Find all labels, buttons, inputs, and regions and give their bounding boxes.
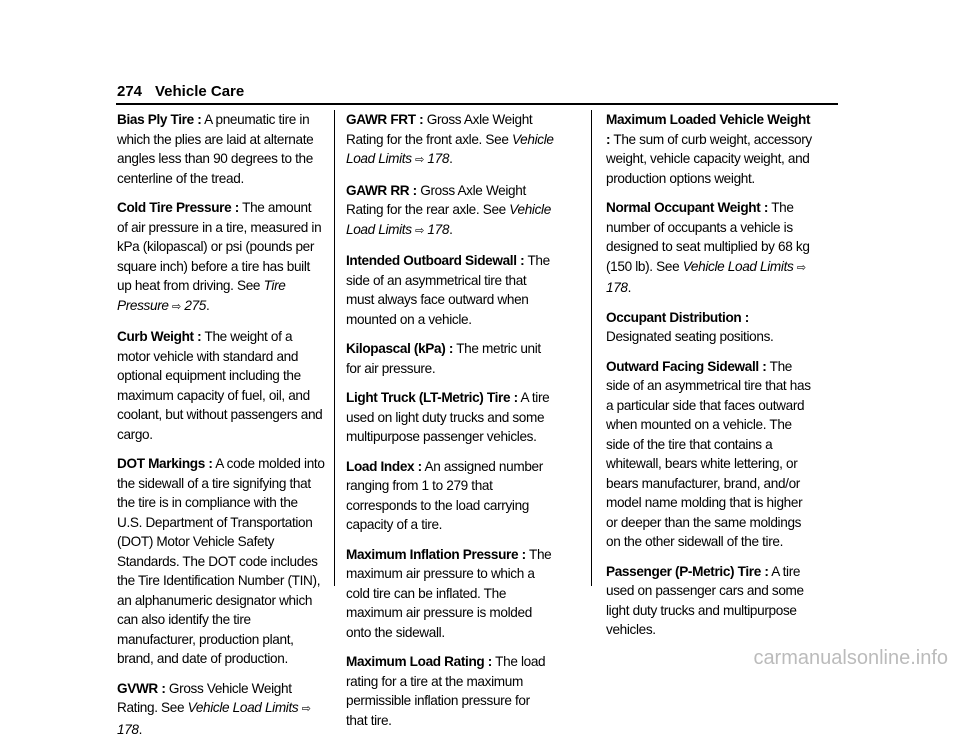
glossary-definition: The sum of curb weight, accessory weight, vehicle capacity weight, and production options weight.: [606, 131, 812, 186]
column-1: [117, 110, 325, 749]
sentence-end: .: [627, 280, 632, 295]
cross-reference-link[interactable]: Vehicle Load Limits: [187, 700, 299, 715]
glossary-definition: A code molded into the sidewall of a tire signifying that the tire is in compliance with the U.S. Department of Transportation (DOT) Motor Vehicle Safety Standards. The DOT code includes the Tire Identification Number (TIN), an alphanumeric designator which can also identify the tire manufacturer, production plant, brand, and date of production.: [117, 456, 325, 666]
page-ref-arrow-icon: ⇨: [172, 300, 181, 313]
glossary-entry: [606, 357, 814, 552]
column-divider: [591, 110, 592, 586]
glossary-term: Cold Tire Pressure :: [117, 200, 239, 215]
glossary-definition: A tire used on light duty trucks and some multipurpose passenger vehicles.: [346, 390, 550, 444]
glossary-entry: [346, 388, 554, 447]
glossary-entry: [346, 110, 554, 171]
sentence-end: .: [449, 221, 453, 237]
page-ref-arrow-icon: ⇨: [415, 224, 424, 237]
glossary-definition: The maximum air pressure to which a cold tire can be inflated. The maximum air pressure is molded onto the sidewall.: [346, 546, 552, 640]
glossary-entry: [117, 454, 325, 669]
glossary-definition: The weight of a motor vehicle with standard and optional equipment including the maximum capacity of fuel, oil, and coolant, but without passengers and cargo.: [117, 329, 323, 442]
glossary-definition: Gross Axle Weight Rating for the rear axle. See: [346, 182, 526, 217]
glossary-term: Light Truck (LT-Metric) Tire :: [346, 390, 518, 405]
glossary-term: Kilopascal (kPa) :: [346, 341, 454, 356]
glossary-entry: [346, 652, 554, 730]
page-header: [116, 81, 836, 105]
glossary-entry: [606, 110, 814, 188]
glossary-term: Normal Occupant Weight :: [606, 200, 769, 215]
column-divider: [334, 110, 335, 586]
glossary-definition: Gross Vehicle Weight Rating. See: [117, 680, 292, 715]
glossary-term: Outward Facing Sidewall :: [606, 358, 767, 374]
glossary-entry: [117, 198, 325, 317]
glossary-definition: The side of an asymmetrical tire that must always face outward when mounted on a vehicle.: [346, 253, 550, 327]
sentence-end: .: [206, 297, 210, 313]
glossary-definition: An assigned number ranging from 1 to 279 that corresponds to the load carrying capacity of a tire.: [346, 458, 543, 532]
glossary-definition: The load rating for a tire at the maximum permissible inflation pressure for that tire.: [346, 654, 546, 728]
sentence-end: .: [449, 151, 453, 166]
page-number: 274: [117, 83, 143, 100]
cross-reference-link[interactable]: Vehicle Load Limits: [346, 202, 551, 237]
glossary-entry: [606, 308, 814, 347]
page-reference[interactable]: 178: [427, 151, 450, 166]
page-reference[interactable]: 178: [606, 280, 628, 295]
glossary-definition: A pneumatic tire in which the plies are laid at alternate angles less than 90 degrees to the centerline of the tread.: [117, 112, 314, 186]
watermark: carmanualsonline.info: [753, 647, 948, 669]
column-2: [346, 110, 554, 740]
glossary-term: Load Index :: [346, 458, 422, 474]
glossary-term: Maximum Loaded Vehicle Weight :: [606, 112, 811, 147]
column-3: [606, 110, 814, 650]
glossary-entry: [346, 457, 554, 535]
page-ref-arrow-icon: ⇨: [796, 261, 806, 274]
glossary-term: Intended Outboard Sidewall :: [346, 253, 525, 268]
glossary-entry: [346, 545, 554, 643]
glossary-entry: [346, 181, 554, 242]
glossary-term: GAWR FRT :: [346, 112, 424, 127]
glossary-entry: [606, 198, 814, 298]
cross-reference-link[interactable]: Tire Pressure: [117, 278, 286, 313]
page-ref-arrow-icon: ⇨: [301, 703, 311, 715]
sentence-end: .: [138, 721, 143, 737]
glossary-term: DOT Markings :: [117, 456, 213, 471]
glossary-entry: [346, 339, 554, 378]
glossary-entry: [117, 110, 325, 188]
glossary-term: GVWR :: [117, 680, 166, 696]
glossary-definition: The number of occupants a vehicle is designed to seat multiplied by 68 kg (150 lb). See: [606, 200, 810, 274]
page-reference[interactable]: 178: [427, 221, 450, 237]
header-rule: [116, 103, 838, 105]
glossary-term: GAWR RR :: [346, 182, 417, 198]
glossary-definition: A tire used on passenger cars and some light duty trucks and multipurpose vehicles.: [606, 563, 804, 637]
glossary-term: Curb Weight :: [117, 329, 202, 344]
glossary-term: Occupant Distribution :: [606, 309, 749, 325]
glossary-term: Bias Ply Tire :: [117, 112, 202, 127]
glossary-definition: Gross Axle Weight Rating for the front axle. See: [346, 112, 533, 147]
page-reference[interactable]: 178: [117, 721, 139, 737]
glossary-term: Maximum Load Rating :: [346, 654, 492, 669]
cross-reference-link[interactable]: Vehicle Load Limits: [346, 131, 554, 166]
page-ref-arrow-icon: ⇨: [415, 154, 424, 166]
glossary-definition: The amount of air pressure in a tire, measured in kPa (kilopascal) or psi (pounds per square inch) before a tire has built up heat from driving. See: [117, 200, 322, 293]
glossary-definition: Designated seating positions.: [606, 329, 774, 344]
glossary-entry: [606, 562, 814, 640]
glossary-entry: [117, 327, 325, 444]
glossary-term: Maximum Inflation Pressure :: [346, 546, 526, 562]
page-reference[interactable]: 275: [184, 297, 206, 313]
glossary-entry: [117, 679, 325, 740]
glossary-definition: The metric unit for air pressure.: [346, 341, 541, 376]
section-title: Vehicle Care: [155, 83, 245, 100]
glossary-definition: The side of an asymmetrical tire that has a particular side that faces outward when mounted on a vehicle. The side of the tire that contains a whitewall, bears white lettering, or bears manufacturer, brand, and/or model name molding that is higher or deeper than the same moldings on the other sidewall of the tire.: [606, 358, 811, 549]
glossary-entry: [346, 251, 554, 329]
glossary-term: Passenger (P-Metric) Tire :: [606, 563, 769, 579]
cross-reference-link[interactable]: Vehicle Load Limits: [682, 258, 794, 274]
